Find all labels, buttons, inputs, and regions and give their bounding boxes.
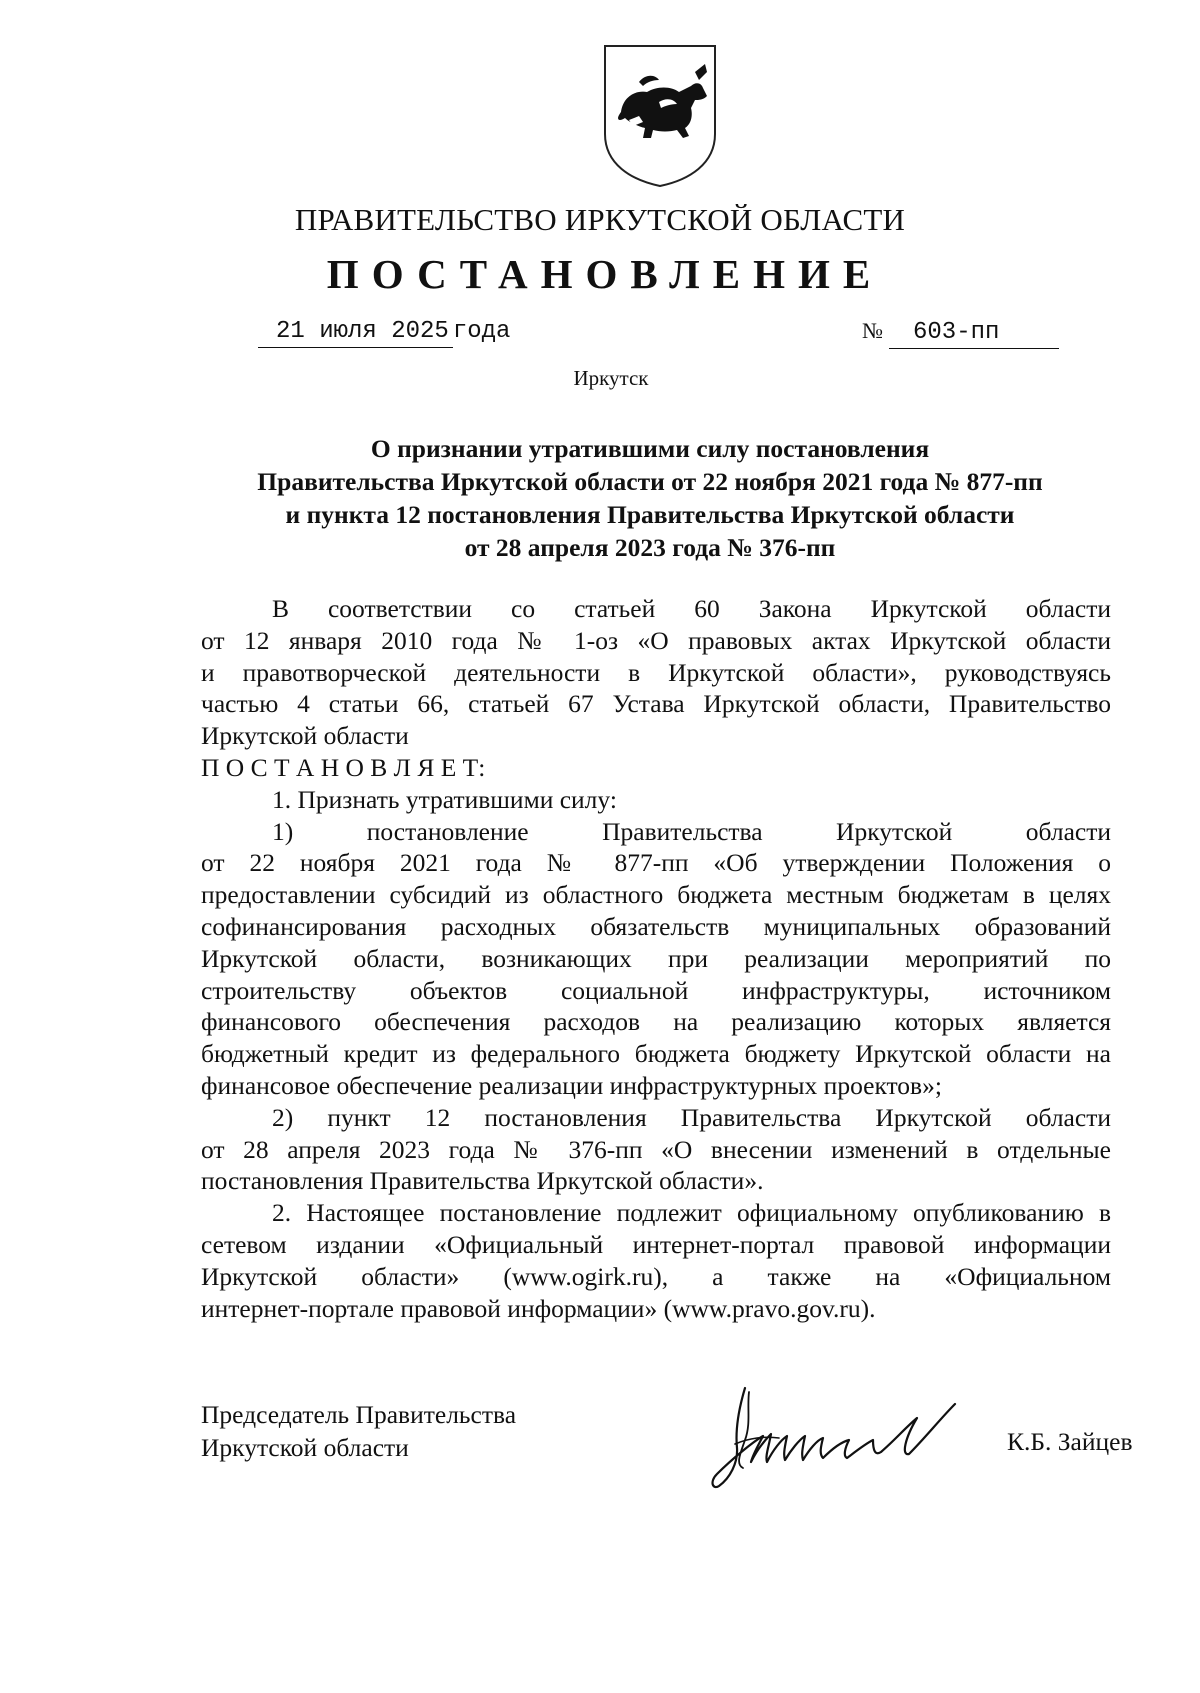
item1-2-line: от 28 апреля 2023 года № 376-пп «О внесении изменений в отдельные	[201, 1134, 1111, 1164]
subject-line: и пункта 12 постановления Правительства Иркутской области	[285, 500, 1015, 529]
document-date	[258, 318, 510, 348]
item2-line: 2. Настоящее постановление подлежит официальному опубликованию в	[272, 1198, 1111, 1228]
document-type-title: ПОСТАНОВЛЕНИЕ	[326, 251, 884, 297]
subject-line: О признании утратившими силу постановления	[370, 434, 930, 463]
item1-1-line: строительству объектов социальной инфраструктуры, источником	[201, 975, 1111, 1005]
irkutsk-coat-of-arms-icon	[599, 42, 721, 189]
item2-line: сетевом издании «Официальный интернет-портал правовой информации	[201, 1229, 1111, 1259]
number-sign: №	[862, 318, 883, 343]
signatory-position	[201, 1398, 516, 1464]
document-subject	[200, 432, 1100, 564]
item2-line: интернет-портале правовой информации» (www.pravo.gov.ru).	[201, 1293, 876, 1323]
preamble-line: и правотворческой деятельности в Иркутской области», руководствуясь	[201, 657, 1111, 687]
position-line: Иркутской области	[201, 1433, 409, 1462]
item1-1-line: от 22 ноября 2021 года № 877-пп «Об утверждении Положения о	[201, 848, 1111, 878]
item1-title: 1. Признать утратившими силу:	[272, 784, 617, 814]
preamble-line: Иркутской области	[201, 721, 409, 751]
preamble-line: от 12 января 2010 года № 1-оз «О правовых актах Иркутской области	[201, 625, 1111, 655]
preamble-line: В соответствии со статьей 60 Закона Иркутской области	[272, 594, 1111, 623]
item1-1-line: софинансирования расходных обязательств муниципальных образований	[201, 911, 1111, 941]
item1-1-line: финансового обеспечения расходов на реализацию которых является	[201, 1007, 1111, 1037]
item2-line: Иркутской области» (www.ogirk.ru), а также на «Официальном	[201, 1261, 1111, 1291]
item1-1-line: Иркутской области, возникающих при реализации мероприятий по	[201, 943, 1111, 973]
document-number	[862, 318, 1059, 349]
handwritten-signature-icon	[705, 1378, 975, 1493]
government-name: ПРАВИТЕЛЬСТВО ИРКУТСКОЙ ОБЛАСТИ	[294, 202, 906, 237]
decree-word: П О С Т А Н О В Л Я Е Т:	[201, 752, 486, 782]
signatory-name: К.Б. Зайцев	[1007, 1427, 1133, 1456]
item1-1-line: бюджетный кредит из федерального бюджета бюджету Иркутской области на	[201, 1039, 1111, 1069]
preamble-line: частью 4 статьи 66, статьей 67 Устава Иркутской области, Правительство	[201, 689, 1111, 719]
city: Иркутск	[573, 366, 649, 390]
item1-1-line: предоставлении субсидий из областного бюджета местным бюджетам в целях	[201, 880, 1111, 910]
item1-1-line: 1) постановление Правительства Иркутской области	[272, 816, 1111, 846]
position-line: Председатель Правительства	[201, 1400, 517, 1429]
subject-line: от 28 апреля 2023 года № 376-пп	[464, 533, 836, 562]
number-value: 603-пп	[889, 319, 1059, 349]
item1-2-line: постановления Правительства Иркутской области».	[201, 1166, 764, 1196]
item1-2-line: 2) пункт 12 постановления Правительства Иркутской области	[272, 1102, 1111, 1132]
item1-1-line: финансовое обеспечение реализации инфраструктурных проектов»;	[201, 1070, 942, 1100]
date-suffix: года	[452, 318, 511, 345]
subject-line: Правительства Иркутской области от 22 ноября 2021 года № 877-пп	[257, 467, 1043, 496]
date-value: 21 июля 2025	[258, 318, 453, 348]
document-body	[201, 593, 1111, 1324]
